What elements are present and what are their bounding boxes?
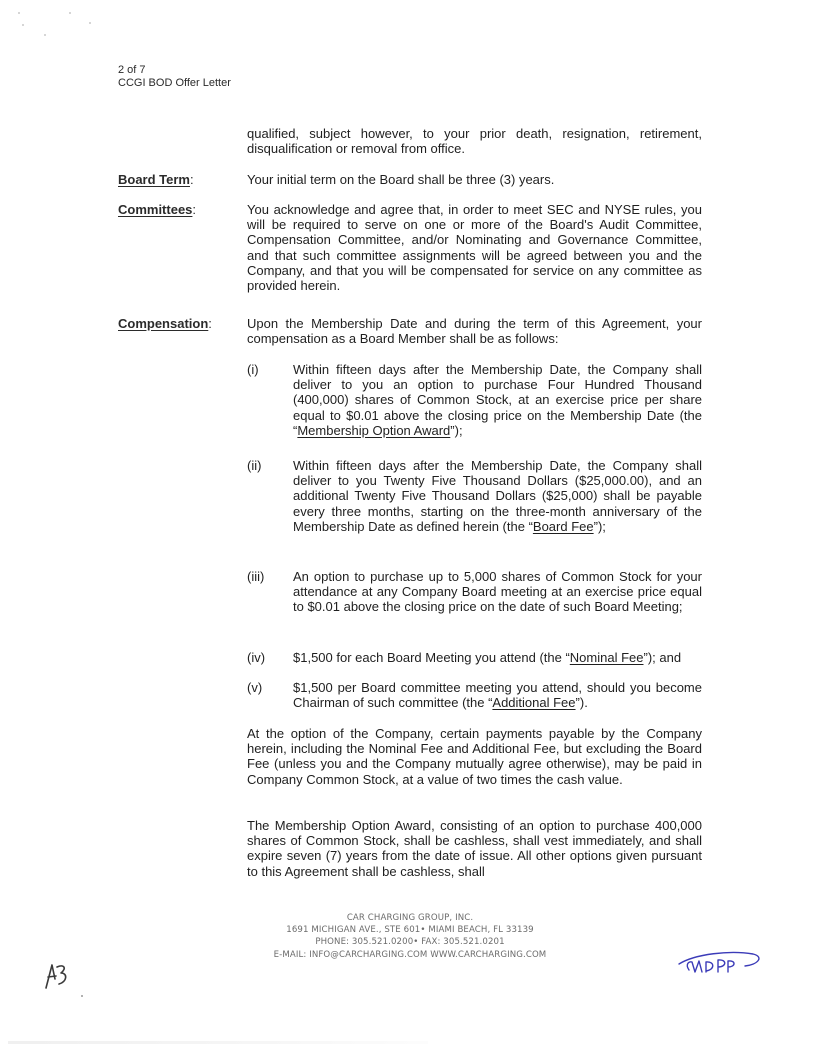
- scan-speck: [81, 995, 83, 997]
- section-label-compensation: [118, 316, 212, 331]
- handwritten-initials-left-icon: [40, 955, 80, 995]
- document-title: CCGI BOD Offer Letter: [118, 77, 231, 89]
- footer-company-name: CAR CHARGING GROUP, INC.: [346, 913, 474, 923]
- item-number: (i): [247, 362, 259, 377]
- label-colon: :: [190, 172, 194, 187]
- footer-phone-fax: PHONE: 305.521.0200• FAX: 305.521.0201: [315, 937, 505, 948]
- compensation-intro: Upon the Membership Date and during the term of this Agreement, your compensation as a Board Member shall be as follows:: [247, 316, 702, 347]
- item-text: [293, 569, 702, 615]
- compensation-item: [247, 362, 702, 438]
- item-text: [293, 650, 702, 665]
- item-text-after: ”);: [450, 422, 463, 438]
- item-text-after: ”).: [575, 695, 588, 711]
- initials-left: [40, 955, 80, 995]
- label-colon: :: [192, 202, 197, 217]
- item-text: [293, 362, 702, 438]
- footer-address: 1691 MICHIGAN AVE., STE 601• MIAMI BEACH, FL 33139: [286, 925, 534, 936]
- item-text-before: $1,500 per Board committee meeting you attend, should you become Chairman of such committee (the “: [293, 680, 702, 711]
- compensation-item: [247, 650, 702, 665]
- page-header: [118, 64, 231, 90]
- footer-email-web: E-MAIL: INFO@CARCHARGING.COM WWW.CARCHARGING.COM: [273, 949, 547, 960]
- committees-text: You acknowledge and agree that, in order to meet SEC and NYSE rules, you will be required to serve on one or more of the Board's Audit Committee, Compensation Committee, and/or Nominating and Governance Committee, and that such committee assignments will be agreed between you and the Company, and that you will be compensated for service on any committee as provided herein.: [247, 202, 702, 294]
- item-text: [293, 680, 702, 710]
- company-footer: [210, 912, 610, 961]
- handwritten-initials-right-icon: [675, 948, 765, 980]
- compensation-item: [247, 458, 702, 534]
- scan-speck: [69, 12, 71, 14]
- item-text-after: ”); and: [643, 650, 682, 665]
- item-text-before: An option to purchase up to 5,000 shares of Common Stock for your attendance at any Company Board meeting at an exercise price equal to $0.01 above the closing price on the date of such Board Meeting;: [293, 569, 702, 615]
- page-indicator: 2 of 7: [118, 64, 146, 76]
- compensation-item: [247, 569, 702, 615]
- defined-term: Additional Fee: [492, 695, 576, 711]
- defined-term: Membership Option Award: [297, 422, 451, 438]
- item-number: (ii): [247, 458, 262, 473]
- continuation-paragraph: qualified, subject however, to your prior death, resignation, retirement, disqualification or removal from office.: [247, 126, 702, 157]
- scan-speck: [89, 22, 91, 24]
- compensation-item: [247, 680, 702, 710]
- item-text-before: Within fifteen days after the Membership Date, the Company shall deliver to you an option to purchase Four Hundred Thousand (400,000) shares of Common Stock, at an exercise price per share equal to $0.01 above the closing price on the Membership Date (the “: [293, 362, 702, 438]
- option-award-paragraph: The Membership Option Award, consisting of an option to purchase 400,000 shares of Common Stock, shall be cashless, shall vest immediately, and shall expire seven (7) years from the date of issue. All other options given pursuant to this Agreement shall be cashless, shall: [247, 818, 702, 879]
- defined-term: Board Fee: [532, 518, 594, 534]
- board-term-text: Your initial term on the Board shall be three (3) years.: [247, 172, 555, 187]
- label-colon: :: [208, 316, 212, 331]
- initials-right: [675, 948, 765, 980]
- item-text-before: Within fifteen days after the Membership Date, the Company shall deliver to you Twenty Five Thousand Dollars ($25,000.00), and an additional Twenty Five Thousand Dollars ($25,000) shall be payable every three months, starting on the three-month anniversary of the Membership Date as defined herein (the “: [293, 458, 702, 534]
- item-number: (iii): [247, 569, 265, 584]
- scan-speck: [18, 12, 20, 14]
- item-text-after: ”);: [593, 518, 606, 534]
- defined-term: Nominal Fee: [569, 650, 644, 665]
- item-text: [293, 458, 702, 534]
- section-label-committees: [118, 202, 196, 217]
- item-number: (iv): [247, 650, 266, 665]
- committees-label-text: Committees: [118, 202, 193, 217]
- scan-speck: [44, 34, 46, 36]
- compensation-label-text: Compensation: [118, 316, 209, 331]
- section-label-board-term: [118, 172, 194, 187]
- board-term-label-text: Board Term: [118, 172, 190, 187]
- item-number: (v): [247, 680, 263, 695]
- scan-artifact-line: [8, 1041, 428, 1044]
- stock-payment-paragraph: At the option of the Company, certain payments payable by the Company herein, including the Nominal Fee and Additional Fee, but excluding the Board Fee (unless you and the Company mutually agree otherwise), may be paid in Company Common Stock, at a value of two times the cash value.: [247, 726, 702, 787]
- item-text-before: $1,500 for each Board Meeting you attend (the “: [293, 650, 570, 665]
- scan-speck: [22, 24, 24, 26]
